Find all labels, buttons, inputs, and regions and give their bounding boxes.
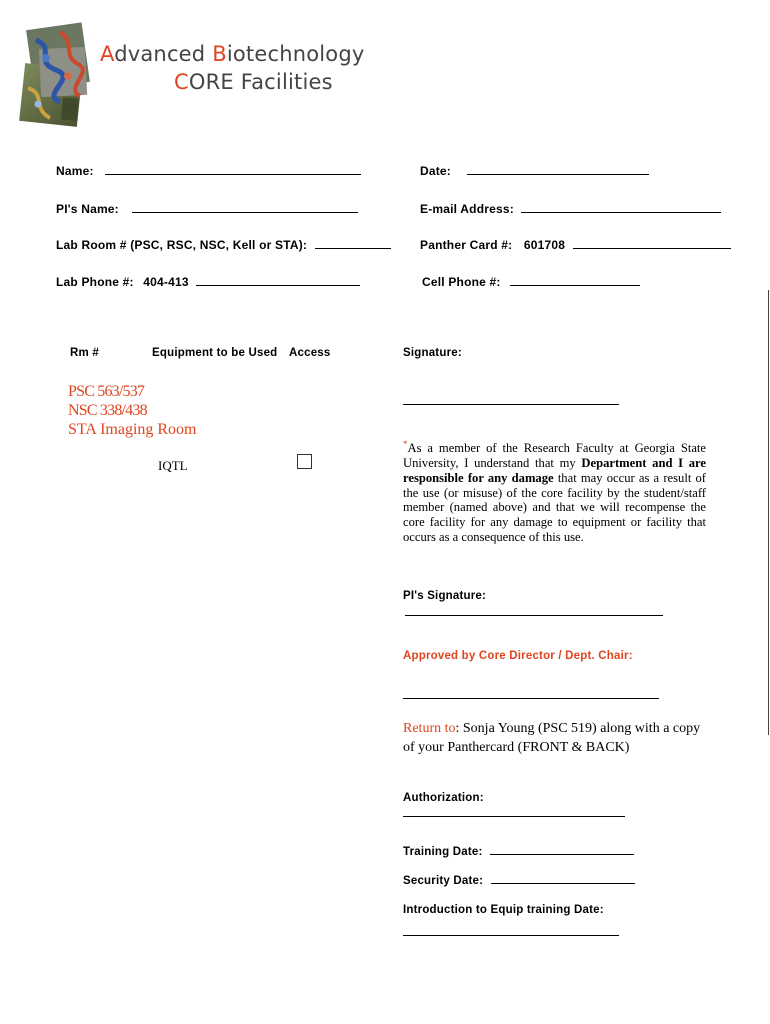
room-psc: PSC 563/537 (68, 383, 145, 400)
brand-title-line2: CORE Facilities (174, 70, 333, 94)
panther-card-label: Panther Card #: (420, 238, 513, 252)
logo (16, 18, 98, 132)
column-header-equipment: Equipment to be Used (152, 347, 278, 359)
pi-signature-label: PI's Signature: (403, 590, 487, 602)
column-header-rm: Rm # (70, 347, 99, 359)
signature-label: Signature: (403, 347, 462, 359)
intro-training-label: Introduction to Equip training Date: (403, 904, 604, 916)
date-label: Date: (420, 164, 452, 178)
agreement-paragraph: *As a member of the Research Faculty at Georgia State University, I understand that my Department and I are responsible for any damage that may occur as a result of the use (or misuse) of the core facility by the student/staff member (named above) and that we will recompense the core facility for any damage to equipment or facility that occurs as a consequence of this use. (403, 439, 706, 544)
lab-room-label: Lab Room # (PSC, RSC, NSC, Kell or STA): (56, 238, 308, 252)
logo-collage-image (16, 18, 98, 132)
room-list (68, 382, 197, 439)
access-checkbox[interactable] (297, 454, 312, 469)
cell-phone-label: Cell Phone #: (422, 275, 501, 289)
lab-room-input-line[interactable] (315, 248, 391, 249)
signature-input-line[interactable] (403, 404, 619, 405)
pi-signature-input-line[interactable] (405, 615, 663, 616)
email-label: E-mail Address: (420, 202, 514, 216)
room-nsc: NSC 338/438 (68, 402, 147, 419)
security-date-input-line[interactable] (491, 883, 635, 884)
equipment-name: IQTL (158, 458, 188, 473)
room-sta: STA Imaging Room (68, 421, 197, 438)
margin-rule (768, 290, 769, 735)
return-to-text: Return to: Sonja Young (PSC 519) along with a copy of your Panthercard (FRONT & BACK) (403, 721, 701, 755)
pi-name-field[interactable] (56, 202, 358, 216)
pi-name-input-line[interactable] (132, 212, 358, 213)
date-field[interactable] (420, 164, 649, 178)
security-date-field[interactable] (403, 875, 635, 887)
cell-phone-field[interactable] (422, 275, 640, 289)
brand-title-line1: Advanced Biotechnology (100, 42, 365, 66)
approval-input-line[interactable] (403, 698, 659, 699)
lab-phone-input-line[interactable] (196, 285, 360, 286)
approved-label: Approved by Core Director / Dept. Chair: (403, 650, 633, 662)
training-date-label: Training Date: (403, 846, 483, 858)
panther-card-value[interactable]: 601708 (523, 238, 566, 252)
email-field[interactable] (420, 202, 721, 216)
lab-phone-field[interactable] (56, 275, 360, 289)
security-date-label: Security Date: (403, 875, 484, 887)
name-label: Name: (56, 164, 94, 178)
name-field[interactable] (56, 164, 361, 178)
authorization-label: Authorization: (403, 792, 484, 804)
agreement-asterisk: * (403, 439, 408, 449)
intro-training-input-line[interactable] (403, 935, 619, 936)
agreement-bold-text: Department and I are responsible for any damage (403, 455, 706, 485)
lab-phone-label: Lab Phone #: (56, 275, 134, 289)
lab-room-field[interactable] (56, 238, 391, 252)
column-header-access: Access (289, 347, 331, 359)
email-input-line[interactable] (521, 212, 721, 213)
panther-card-field[interactable] (420, 238, 731, 252)
pi-name-label: PI's Name: (56, 202, 119, 216)
date-input-line[interactable] (467, 174, 649, 175)
return-to-label: Return to (403, 721, 456, 736)
name-input-line[interactable] (105, 174, 361, 175)
training-date-input-line[interactable] (490, 854, 634, 855)
authorization-input-line[interactable] (403, 816, 625, 817)
lab-phone-value[interactable]: 404-413 (143, 275, 189, 289)
cell-phone-input-line[interactable] (510, 285, 640, 286)
training-date-field[interactable] (403, 846, 634, 858)
panther-card-input-line[interactable] (573, 248, 731, 249)
